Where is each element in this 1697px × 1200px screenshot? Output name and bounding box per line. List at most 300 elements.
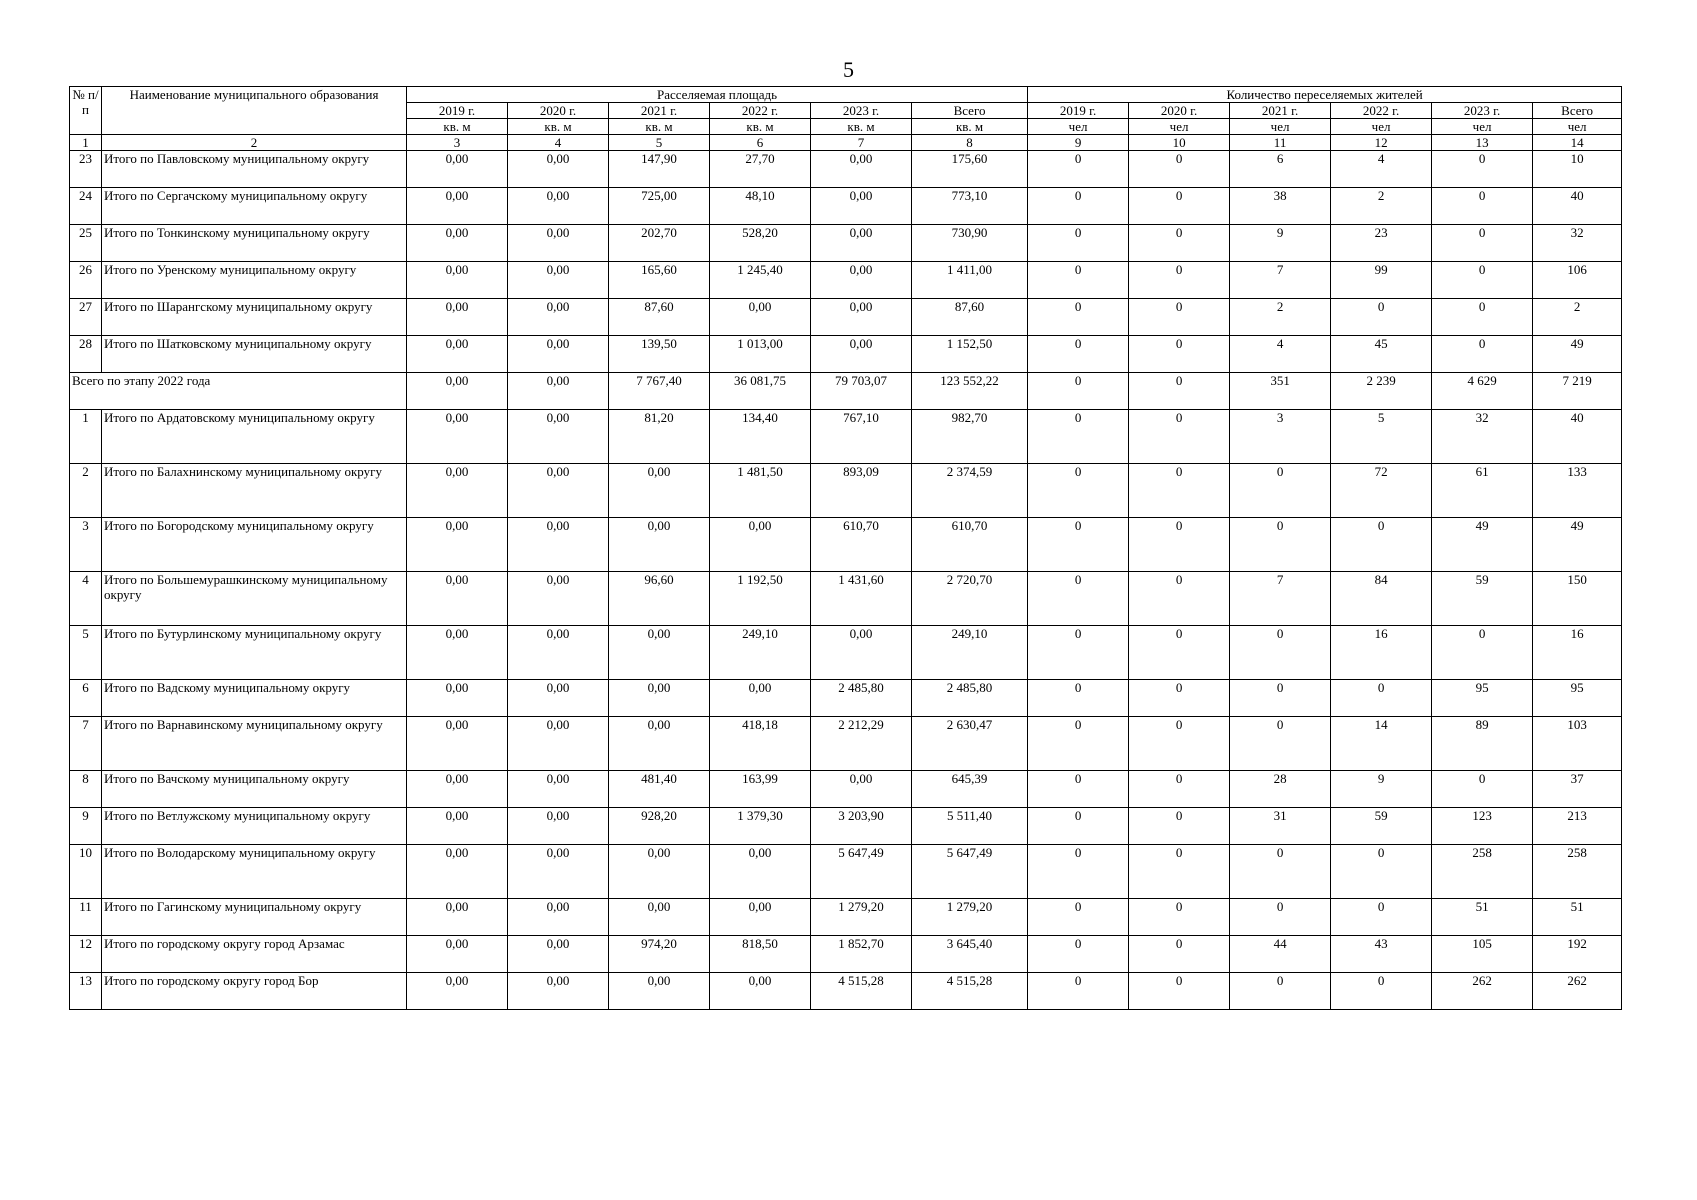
header-unit: чел: [1230, 119, 1331, 135]
people-value: 0: [1129, 899, 1230, 936]
row-number: 9: [70, 808, 102, 845]
people-value: 32: [1432, 410, 1533, 464]
people-value: 262: [1533, 973, 1622, 1010]
people-value: 0: [1129, 845, 1230, 899]
area-value: 0,00: [811, 188, 912, 225]
area-value: 0,00: [811, 151, 912, 188]
people-value: 0: [1331, 299, 1432, 336]
row-number: 12: [70, 936, 102, 973]
row-number: 26: [70, 262, 102, 299]
header-col-number: 5: [609, 135, 710, 151]
area-value: 4 515,28: [912, 973, 1028, 1010]
area-value: 0,00: [811, 771, 912, 808]
area-value: 134,40: [710, 410, 811, 464]
people-value: 0: [1230, 518, 1331, 572]
municipality-name: Итого по Шарангскому муниципальному округу: [102, 299, 407, 336]
people-value: 0: [1432, 299, 1533, 336]
row-number: 24: [70, 188, 102, 225]
people-value: 95: [1533, 680, 1622, 717]
area-value: 0,00: [407, 808, 508, 845]
people-value: 7: [1230, 262, 1331, 299]
header-unit: кв. м: [811, 119, 912, 135]
area-value: 0,00: [710, 518, 811, 572]
people-value: 0: [1129, 518, 1230, 572]
area-value: 81,20: [609, 410, 710, 464]
people-value: 0: [1129, 973, 1230, 1010]
area-value: 0,00: [508, 626, 609, 680]
people-value: 4: [1331, 151, 1432, 188]
people-value: 0: [1028, 845, 1129, 899]
people-value: 0: [1331, 973, 1432, 1010]
header-unit: чел: [1533, 119, 1622, 135]
area-value: 1 411,00: [912, 262, 1028, 299]
people-value: 0: [1028, 464, 1129, 518]
people-value: 49: [1432, 518, 1533, 572]
area-value: 175,60: [912, 151, 1028, 188]
area-value: 0,00: [508, 262, 609, 299]
area-value: 0,00: [508, 845, 609, 899]
row-number: 4: [70, 572, 102, 626]
area-value: 0,00: [508, 771, 609, 808]
area-value: 0,00: [609, 518, 710, 572]
municipality-name: Итого по Богородскому муниципальному округу: [102, 518, 407, 572]
people-value: 7: [1230, 572, 1331, 626]
area-value: 0,00: [508, 808, 609, 845]
municipality-name: Итого по Варнавинскому муниципальному округу: [102, 717, 407, 771]
people-value: 0: [1230, 717, 1331, 771]
area-value: 96,60: [609, 572, 710, 626]
people-value: 262: [1432, 973, 1533, 1010]
people-value: 0: [1432, 188, 1533, 225]
people-value: 44: [1230, 936, 1331, 973]
people-value: 31: [1230, 808, 1331, 845]
people-value: 84: [1331, 572, 1432, 626]
row-number: 2: [70, 464, 102, 518]
people-value: 7 219: [1533, 373, 1622, 410]
area-value: 0,00: [508, 188, 609, 225]
table-row: [70, 973, 1622, 1010]
people-value: 2: [1331, 188, 1432, 225]
municipality-name: Итого по Балахнинскому муниципальному округу: [102, 464, 407, 518]
people-value: 99: [1331, 262, 1432, 299]
area-value: 0,00: [609, 680, 710, 717]
people-value: 0: [1432, 262, 1533, 299]
header-col-number: 4: [508, 135, 609, 151]
area-value: 928,20: [609, 808, 710, 845]
people-value: 0: [1129, 151, 1230, 188]
people-value: 150: [1533, 572, 1622, 626]
people-value: 9: [1230, 225, 1331, 262]
area-value: 0,00: [508, 717, 609, 771]
header-col-number: 1: [70, 135, 102, 151]
row-number: 11: [70, 899, 102, 936]
people-value: 0: [1129, 626, 1230, 680]
area-value: 1 431,60: [811, 572, 912, 626]
people-value: 61: [1432, 464, 1533, 518]
area-value: 87,60: [609, 299, 710, 336]
area-value: 165,60: [609, 262, 710, 299]
header-col-number: 2: [102, 135, 407, 151]
header-unit: кв. м: [912, 119, 1028, 135]
area-value: 2 485,80: [912, 680, 1028, 717]
table-row: [70, 262, 1622, 299]
people-value: 0: [1028, 771, 1129, 808]
people-value: 0: [1028, 899, 1129, 936]
area-value: 481,40: [609, 771, 710, 808]
table-row: [70, 410, 1622, 464]
header-year: 2019 г.: [1028, 103, 1129, 119]
header-unit: чел: [1129, 119, 1230, 135]
municipality-name: Итого по Уренскому муниципальному округу: [102, 262, 407, 299]
row-number: 6: [70, 680, 102, 717]
area-value: 0,00: [508, 973, 609, 1010]
area-value: 0,00: [710, 973, 811, 1010]
people-value: 0: [1129, 808, 1230, 845]
area-value: 0,00: [508, 373, 609, 410]
area-value: 0,00: [508, 518, 609, 572]
people-value: 2: [1533, 299, 1622, 336]
people-value: 0: [1028, 973, 1129, 1010]
area-value: 645,39: [912, 771, 1028, 808]
table-row: [70, 336, 1622, 373]
area-value: 0,00: [407, 225, 508, 262]
table-row: [70, 225, 1622, 262]
page-number: 5: [843, 57, 854, 82]
people-value: 258: [1533, 845, 1622, 899]
people-value: 0: [1230, 464, 1331, 518]
header-year: 2019 г.: [407, 103, 508, 119]
table-row: [70, 680, 1622, 717]
area-value: 5 647,49: [912, 845, 1028, 899]
area-value: 0,00: [407, 572, 508, 626]
people-value: 105: [1432, 936, 1533, 973]
row-number: 1: [70, 410, 102, 464]
area-value: 0,00: [407, 518, 508, 572]
people-value: 2: [1230, 299, 1331, 336]
area-value: 1 279,20: [811, 899, 912, 936]
resettlement-table: [69, 86, 1622, 1010]
area-value: 0,00: [710, 899, 811, 936]
area-value: 1 152,50: [912, 336, 1028, 373]
header-unit: чел: [1331, 119, 1432, 135]
people-value: 192: [1533, 936, 1622, 973]
header-col-number: 11: [1230, 135, 1331, 151]
people-value: 106: [1533, 262, 1622, 299]
area-value: 418,18: [710, 717, 811, 771]
area-value: 0,00: [407, 188, 508, 225]
area-value: 0,00: [609, 717, 710, 771]
people-value: 0: [1129, 225, 1230, 262]
people-value: 0: [1129, 373, 1230, 410]
municipality-name: Итого по Бутурлинскому муниципальному округу: [102, 626, 407, 680]
people-value: 49: [1533, 518, 1622, 572]
municipality-name: Итого по Володарскому муниципальному округу: [102, 845, 407, 899]
people-value: 43: [1331, 936, 1432, 973]
people-value: 0: [1028, 151, 1129, 188]
header-year: 2020 г.: [1129, 103, 1230, 119]
area-value: 0,00: [508, 225, 609, 262]
area-value: 0,00: [811, 626, 912, 680]
area-value: 0,00: [508, 464, 609, 518]
area-value: 3 645,40: [912, 936, 1028, 973]
area-value: 0,00: [609, 899, 710, 936]
area-value: 0,00: [407, 410, 508, 464]
area-value: 0,00: [407, 717, 508, 771]
people-value: 0: [1028, 626, 1129, 680]
municipality-name: Итого по Ардатовскому муниципальному округу: [102, 410, 407, 464]
people-value: 0: [1028, 336, 1129, 373]
municipality-name: Итого по городскому округу город Бор: [102, 973, 407, 1010]
area-value: 0,00: [407, 845, 508, 899]
people-value: 4 629: [1432, 373, 1533, 410]
area-value: 0,00: [710, 299, 811, 336]
municipality-name: Итого по Тонкинскому муниципальному округу: [102, 225, 407, 262]
area-value: 4 515,28: [811, 973, 912, 1010]
table-row: [70, 572, 1622, 626]
people-value: 95: [1432, 680, 1533, 717]
people-value: 0: [1331, 680, 1432, 717]
area-value: 730,90: [912, 225, 1028, 262]
area-value: 2 720,70: [912, 572, 1028, 626]
area-value: 818,50: [710, 936, 811, 973]
header-name: Наименование муниципального образования: [102, 87, 407, 135]
header-year: 2020 г.: [508, 103, 609, 119]
area-value: 982,70: [912, 410, 1028, 464]
people-value: 28: [1230, 771, 1331, 808]
municipality-name: Итого по Большемурашкинскому муниципальному округу: [102, 572, 407, 626]
people-value: 103: [1533, 717, 1622, 771]
table-row: [70, 717, 1622, 771]
area-value: 87,60: [912, 299, 1028, 336]
table-row: [70, 188, 1622, 225]
header-unit: чел: [1432, 119, 1533, 135]
area-value: 48,10: [710, 188, 811, 225]
header-unit: кв. м: [609, 119, 710, 135]
people-value: 0: [1230, 626, 1331, 680]
row-number: 28: [70, 336, 102, 373]
people-value: 10: [1533, 151, 1622, 188]
area-value: 1 481,50: [710, 464, 811, 518]
area-value: 0,00: [407, 899, 508, 936]
area-value: 0,00: [407, 336, 508, 373]
header-col-number: 9: [1028, 135, 1129, 151]
people-value: 49: [1533, 336, 1622, 373]
area-value: 7 767,40: [609, 373, 710, 410]
people-value: 0: [1230, 899, 1331, 936]
municipality-name: Итого по Сергачскому муниципальному округу: [102, 188, 407, 225]
people-value: 59: [1432, 572, 1533, 626]
people-value: 0: [1028, 572, 1129, 626]
people-value: 45: [1331, 336, 1432, 373]
municipality-name: Итого по Гагинскому муниципальному округу: [102, 899, 407, 936]
row-number: 8: [70, 771, 102, 808]
area-value: 974,20: [609, 936, 710, 973]
area-value: 1 852,70: [811, 936, 912, 973]
municipality-name: Итого по Вачскому муниципальному округу: [102, 771, 407, 808]
people-value: 0: [1028, 410, 1129, 464]
municipality-name: Итого по Вадскому муниципальному округу: [102, 680, 407, 717]
area-value: 0,00: [407, 626, 508, 680]
people-value: 0: [1028, 808, 1129, 845]
people-value: 0: [1129, 464, 1230, 518]
area-value: 2 630,47: [912, 717, 1028, 771]
header-year: 2021 г.: [1230, 103, 1331, 119]
area-value: 0,00: [508, 299, 609, 336]
area-value: 0,00: [508, 899, 609, 936]
area-value: 249,10: [912, 626, 1028, 680]
area-value: 1 192,50: [710, 572, 811, 626]
area-value: 1 013,00: [710, 336, 811, 373]
area-value: 163,99: [710, 771, 811, 808]
people-value: 3: [1230, 410, 1331, 464]
people-value: 16: [1331, 626, 1432, 680]
header-year: 2022 г.: [1331, 103, 1432, 119]
header-unit: чел: [1028, 119, 1129, 135]
header-year: Всего: [912, 103, 1028, 119]
area-value: 5 511,40: [912, 808, 1028, 845]
table-row: [70, 845, 1622, 899]
table-row: [70, 771, 1622, 808]
row-number: 13: [70, 973, 102, 1010]
area-value: 2 485,80: [811, 680, 912, 717]
area-value: 0,00: [811, 336, 912, 373]
people-value: 133: [1533, 464, 1622, 518]
people-value: 0: [1432, 626, 1533, 680]
table-row: [70, 626, 1622, 680]
area-value: 0,00: [508, 936, 609, 973]
people-value: 0: [1028, 299, 1129, 336]
people-value: 51: [1432, 899, 1533, 936]
header-unit: кв. м: [710, 119, 811, 135]
header-col-number: 13: [1432, 135, 1533, 151]
area-value: 0,00: [407, 262, 508, 299]
people-value: 40: [1533, 188, 1622, 225]
municipality-name: Итого по городскому округу город Арзамас: [102, 936, 407, 973]
area-value: 767,10: [811, 410, 912, 464]
people-value: 59: [1331, 808, 1432, 845]
people-value: 0: [1028, 225, 1129, 262]
header-col-number: 10: [1129, 135, 1230, 151]
municipality-name: Итого по Шатковскому муниципальному округу: [102, 336, 407, 373]
row-number: 5: [70, 626, 102, 680]
people-value: 213: [1533, 808, 1622, 845]
people-value: 0: [1432, 225, 1533, 262]
people-value: 0: [1331, 899, 1432, 936]
area-value: 0,00: [508, 572, 609, 626]
people-value: 72: [1331, 464, 1432, 518]
table-row: [70, 936, 1622, 973]
people-value: 351: [1230, 373, 1331, 410]
people-value: 0: [1028, 680, 1129, 717]
area-value: 36 081,75: [710, 373, 811, 410]
header-col-number: 6: [710, 135, 811, 151]
people-value: 0: [1331, 518, 1432, 572]
people-value: 37: [1533, 771, 1622, 808]
header-area-group: Расселяемая площадь: [407, 87, 1028, 103]
total-label: Всего по этапу 2022 года: [70, 373, 407, 410]
area-value: 0,00: [508, 151, 609, 188]
people-value: 38: [1230, 188, 1331, 225]
people-value: 32: [1533, 225, 1622, 262]
area-value: 0,00: [609, 973, 710, 1010]
people-value: 0: [1028, 188, 1129, 225]
area-value: 725,00: [609, 188, 710, 225]
header-col-number: 7: [811, 135, 912, 151]
area-value: 0,00: [710, 845, 811, 899]
header-num: № п/п: [70, 87, 102, 135]
area-value: 0,00: [508, 680, 609, 717]
people-value: 0: [1230, 680, 1331, 717]
area-value: 0,00: [407, 680, 508, 717]
people-value: 0: [1230, 845, 1331, 899]
area-value: 773,10: [912, 188, 1028, 225]
people-value: 0: [1129, 336, 1230, 373]
area-value: 147,90: [609, 151, 710, 188]
row-number: 7: [70, 717, 102, 771]
header-unit: кв. м: [407, 119, 508, 135]
header-year: 2021 г.: [609, 103, 710, 119]
municipality-name: Итого по Павловскому муниципальному округу: [102, 151, 407, 188]
people-value: 0: [1129, 188, 1230, 225]
people-value: 258: [1432, 845, 1533, 899]
area-value: 2 212,29: [811, 717, 912, 771]
area-value: 0,00: [508, 410, 609, 464]
people-value: 0: [1129, 262, 1230, 299]
header-col-number: 12: [1331, 135, 1432, 151]
area-value: 0,00: [407, 373, 508, 410]
table-row: [70, 373, 1622, 410]
header-unit: кв. м: [508, 119, 609, 135]
area-value: 893,09: [811, 464, 912, 518]
people-value: 40: [1533, 410, 1622, 464]
people-value: 89: [1432, 717, 1533, 771]
area-value: 139,50: [609, 336, 710, 373]
area-value: 0,00: [710, 680, 811, 717]
people-value: 0: [1028, 262, 1129, 299]
area-value: 0,00: [508, 336, 609, 373]
people-value: 0: [1129, 771, 1230, 808]
area-value: 610,70: [811, 518, 912, 572]
area-value: 528,20: [710, 225, 811, 262]
header-year: 2022 г.: [710, 103, 811, 119]
people-value: 5: [1331, 410, 1432, 464]
header-people-group: Количество переселяемых жителей: [1028, 87, 1622, 103]
people-value: 0: [1129, 410, 1230, 464]
area-value: 0,00: [407, 299, 508, 336]
area-value: 249,10: [710, 626, 811, 680]
header-col-number: 14: [1533, 135, 1622, 151]
area-value: 0,00: [609, 845, 710, 899]
people-value: 0: [1432, 771, 1533, 808]
area-value: 0,00: [609, 464, 710, 518]
area-value: 2 374,59: [912, 464, 1028, 518]
area-value: 0,00: [407, 464, 508, 518]
row-number: 23: [70, 151, 102, 188]
people-value: 4: [1230, 336, 1331, 373]
people-value: 23: [1331, 225, 1432, 262]
header-col-number: 3: [407, 135, 508, 151]
people-value: 0: [1129, 717, 1230, 771]
people-value: 0: [1129, 680, 1230, 717]
area-value: 123 552,22: [912, 373, 1028, 410]
people-value: 0: [1129, 936, 1230, 973]
people-value: 0: [1230, 973, 1331, 1010]
row-number: 3: [70, 518, 102, 572]
area-value: 27,70: [710, 151, 811, 188]
people-value: 6: [1230, 151, 1331, 188]
people-value: 51: [1533, 899, 1622, 936]
people-value: 2 239: [1331, 373, 1432, 410]
